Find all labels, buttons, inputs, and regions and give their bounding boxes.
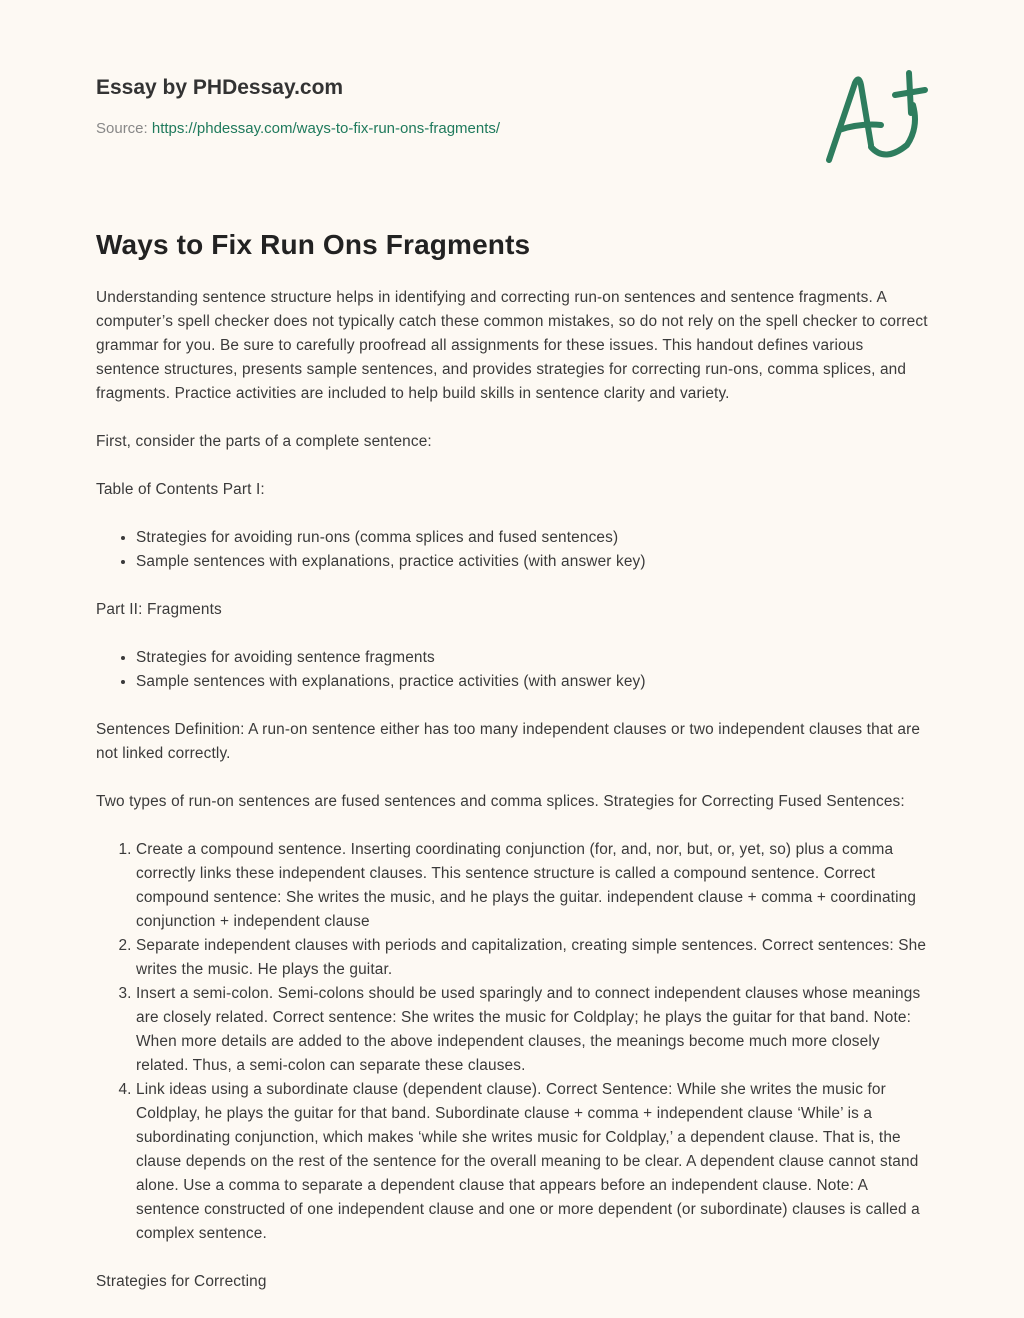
article-title: Ways to Fix Run Ons Fragments [96,229,531,260]
source-label: Source: [96,120,148,137]
list-item: 2. Separate independent clauses with periods and capitalization, creating simple sentences. Correct sentences: She writes the music. He plays the guitar. [136,934,930,982]
list-item: • Strategies for avoiding sentence fragments [136,646,930,670]
list-item: 1. Create a compound sentence. Inserting coordinating conjunction (for, and, nor, but, or, yet, so) plus a comma correctly links these independent clauses. This sentence structure is called a compound sentence. Correct compound sentence: She writes the music, and he plays the guitar. independent clause + comma + coordinating conjunction + independent clause [136,838,930,934]
paragraph: Sentences Definition: A run-on sentence either has too many independent clauses or two independent clauses that are not linked correctly. [96,721,921,762]
paragraph: Understanding sentence structure helps in identifying and correcting run-on sentences and sentence fragments. A computer’s spell checker does not typically catch these common mistakes, so do not rely on the spell checker to correct grammar for you. Be sure to carefully proofread all assignments for these issues. This handout defines various sentence structures, presents sample sentences, and provides strategies for correcting run-ons, comma splices, and fragments. Practice activities are included to help build skills in sentence clarity and variety. [96,289,928,402]
list-item: • Sample sentences with explanations, practice activities (with answer key) [136,670,930,694]
site-title: Essay by PHDessay.com [96,76,344,99]
numbered-list [96,838,930,1246]
bullet-list [96,526,930,574]
paragraph: Table of Contents Part I: [96,481,265,498]
source-link[interactable]: https://phdessay.com/ways-to-fix-run-ons-fragments/ [151,120,501,137]
source-line [96,120,500,137]
list-item: • Strategies for avoiding run-ons (comma splices and fused sentences) [136,526,930,550]
paragraph: Part II: Fragments [96,601,222,618]
list-item: • Sample sentences with explanations, practice activities (with answer key) [136,550,930,574]
paragraph: First, consider the parts of a complete sentence: [96,433,432,450]
list-item: 4. Link ideas using a subordinate clause (dependent clause). Correct Sentence: While she writes the music for Coldplay, he plays the guitar for that band. Subordinate clause + comma + independent clause ‘While’ is a subordinating conjunction, which makes ‘while she writes music for Coldplay,’ a dependent clause. That is, the clause depends on the rest of the sentence for the overall meaning to be clear. A dependent clause cannot stand alone. Use a comma to separate a dependent clause that appears before an independent clause. Note: A sentence constructed of one independent clause and one or more dependent (or subordinate) clauses is called a complex sentence. [136,1078,930,1246]
bullet-list [96,646,930,694]
page-header [96,76,500,137]
paragraph: Strategies for Correcting [96,1273,267,1290]
list-item: 3. Insert a semi-colon. Semi-colons should be used sparingly and to connect independent clauses whose meanings are closely related. Correct sentence: She writes the music for Coldplay; he plays the guitar for that band. Note: When more details are added to the above independent clauses, the meanings become much more closely related. Thus, a semi-colon can separate these clauses. [136,982,930,1078]
article [96,226,930,1318]
a-plus-logo-icon [815,65,935,170]
paragraph: Two types of run-on sentences are fused sentences and comma splices. Strategies for Correcting Fused Sentences: [96,793,905,810]
